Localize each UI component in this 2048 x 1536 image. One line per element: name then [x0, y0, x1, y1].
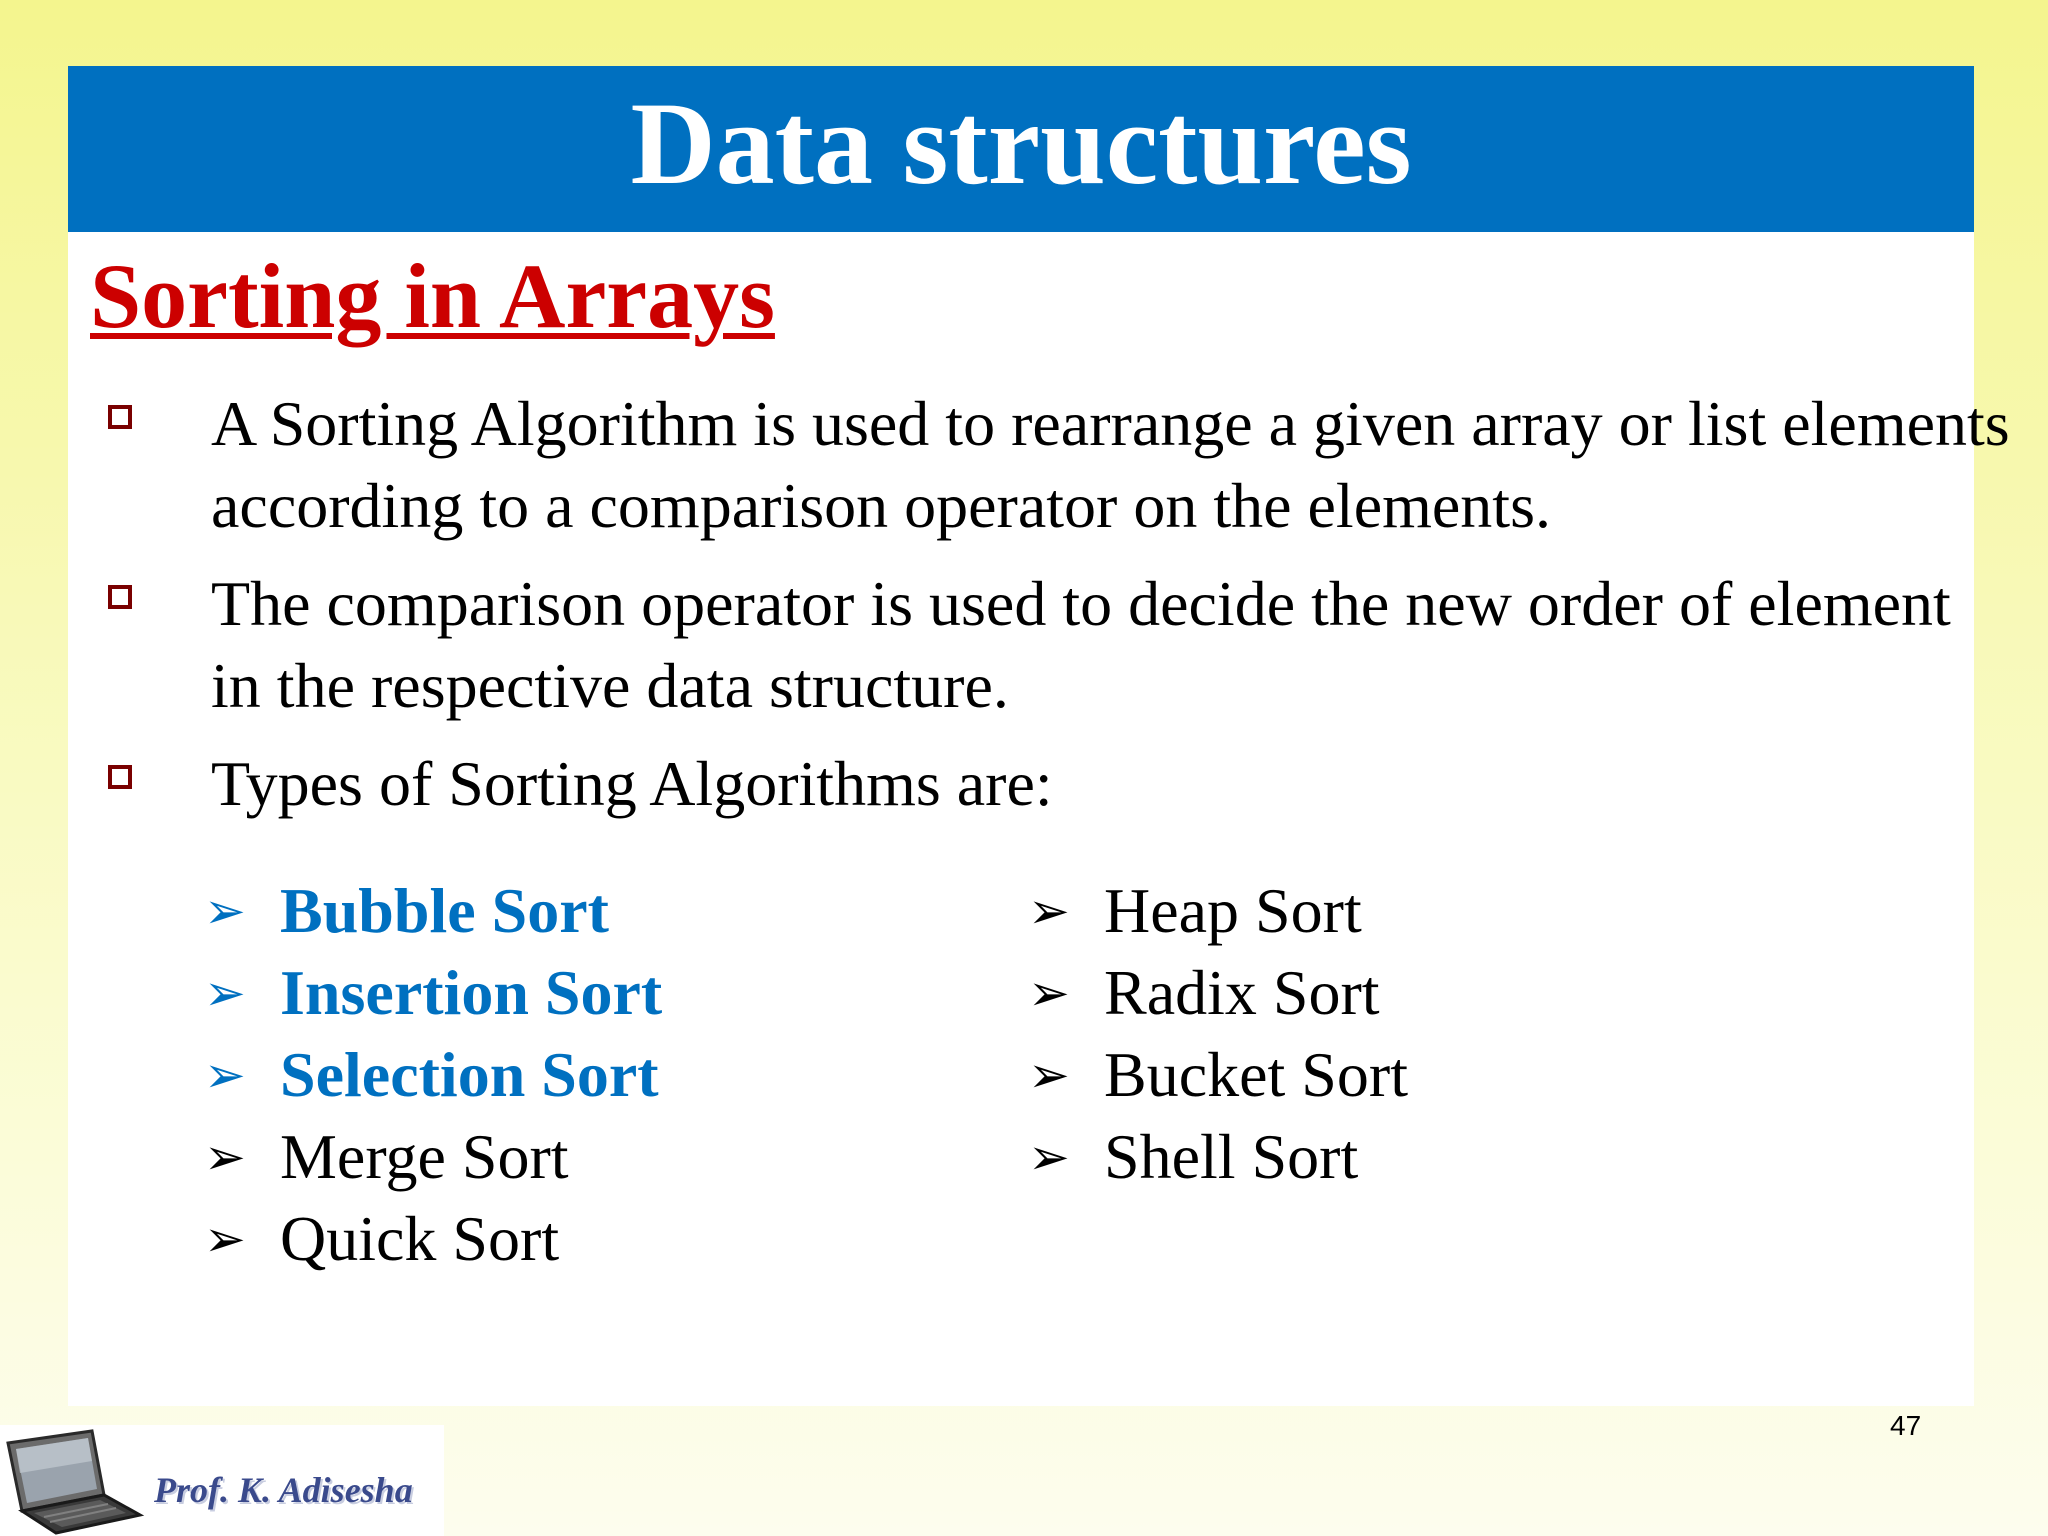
- sort-type-item: [1028, 870, 1408, 952]
- sort-type-item: [204, 870, 662, 952]
- square-bullet-icon: [108, 405, 132, 429]
- sort-types-left-list: [204, 870, 662, 1280]
- sort-type-label: Shell Sort: [1104, 1121, 1359, 1192]
- sort-type-item: [204, 1034, 662, 1116]
- slide-subtitle: Sorting in Arrays: [90, 245, 775, 347]
- arrow-bullet-icon: ➢: [1028, 1046, 1070, 1104]
- arrow-bullet-icon: ➢: [204, 1128, 246, 1186]
- arrow-bullet-icon: ➢: [1028, 882, 1070, 940]
- sort-type-item: [1028, 1034, 1408, 1116]
- square-bullet-icon: [108, 765, 132, 789]
- sort-type-item: [1028, 952, 1408, 1034]
- bullet-text: The comparison operator is used to decide the new order of element in the respective data structure.: [211, 568, 1951, 721]
- footer-logo: [0, 1425, 444, 1536]
- title-bar: [68, 66, 1974, 232]
- sort-type-label: Bucket Sort: [1104, 1039, 1408, 1110]
- bullet-text: A Sorting Algorithm is used to rearrange a given array or list elements according to a comparison operator on the elements.: [211, 388, 2010, 541]
- sort-type-label: Bubble Sort: [280, 875, 609, 946]
- arrow-bullet-icon: ➢: [204, 964, 246, 1022]
- sort-type-item: [204, 1198, 662, 1280]
- arrow-bullet-icon: ➢: [1028, 1128, 1070, 1186]
- arrow-bullet-icon: ➢: [204, 1210, 246, 1268]
- sort-type-item: [204, 1116, 662, 1198]
- sort-type-label: Radix Sort: [1104, 957, 1380, 1028]
- sort-type-label: Insertion Sort: [280, 957, 663, 1028]
- sort-type-label: Quick Sort: [280, 1203, 560, 1274]
- arrow-bullet-icon: ➢: [1028, 964, 1070, 1022]
- sort-type-label: Heap Sort: [1104, 875, 1362, 946]
- arrow-bullet-icon: ➢: [204, 882, 246, 940]
- author-signature: Prof. K. Adisesha: [154, 1470, 413, 1510]
- sort-type-label: Selection Sort: [280, 1039, 659, 1110]
- page-number: 47: [1890, 1410, 1922, 1441]
- sort-types-right-list: [1028, 870, 1408, 1198]
- sort-type-item: [1028, 1116, 1408, 1198]
- arrow-bullet-icon: ➢: [204, 1046, 246, 1104]
- laptop-icon: [0, 1425, 150, 1536]
- slide-title: Data structures: [630, 78, 1412, 209]
- sort-type-label: Merge Sort: [280, 1121, 569, 1192]
- sort-type-item: [204, 952, 662, 1034]
- bullet-text: Types of Sorting Algorithms are:: [211, 748, 1053, 819]
- square-bullet-icon: [108, 585, 132, 609]
